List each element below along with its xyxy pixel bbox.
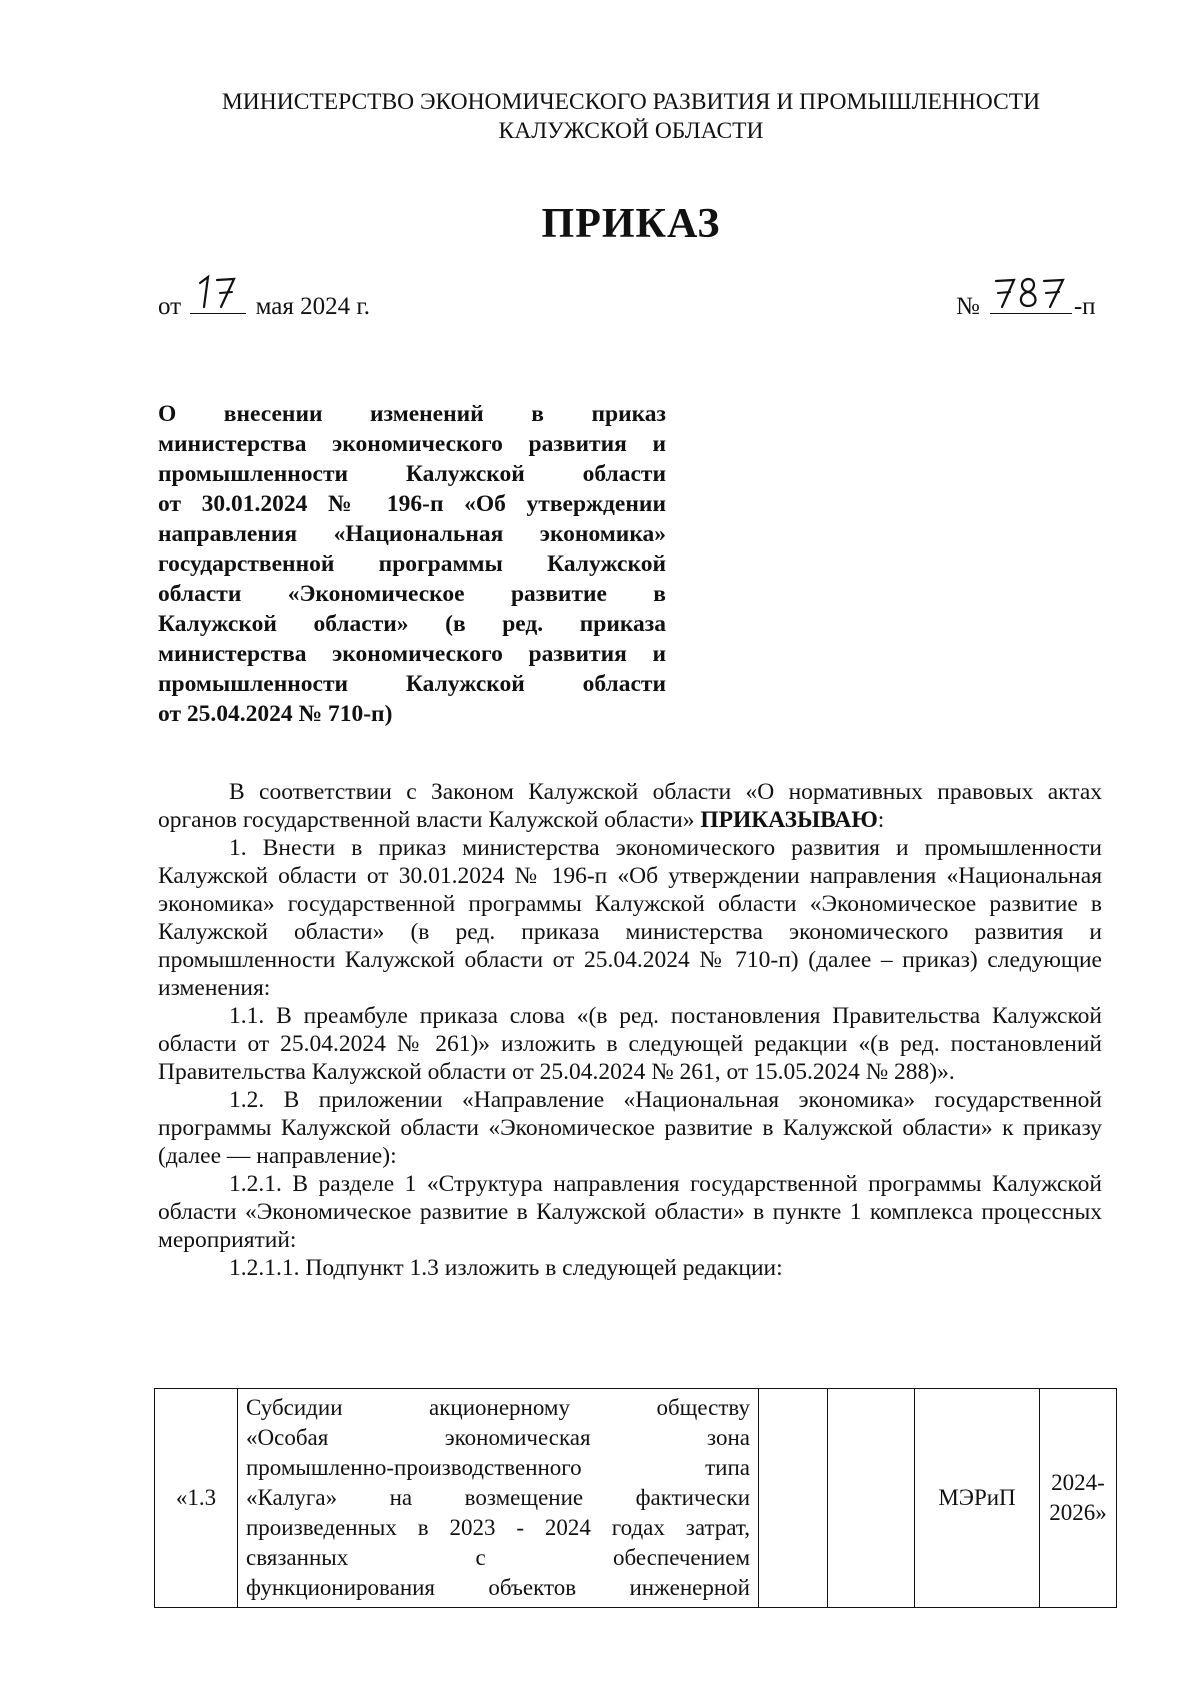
subject-line: министерства экономического развития и	[158, 641, 666, 667]
paragraph-1-2-1: 1.2.1. В разделе 1 «Структура направления государственной программы Калужской области «Экономическое развитие в Калужской области» в пункте 1 комплекса процессных мероприятий:	[158, 1171, 1102, 1253]
subject-line: О внесении изменений в приказ	[158, 401, 666, 427]
paragraph-1-1: 1.1. В преамбуле приказа слова «(в ред. постановления Правительства Калужской области от 25.04.2024 № 261)» изложить в следующей редакции «(в ред. постановлений Правительства Калужской области от 25.04.2024 № 261, от 15.05.2024 № 288)».	[158, 1003, 1102, 1085]
order-body	[158, 778, 1102, 1282]
subject-line: от 25.04.2024 № 710-п)	[158, 701, 393, 727]
subject-line: области «Экономическое развитие в	[158, 581, 666, 607]
amendment-table	[154, 1388, 1117, 1608]
description-line: промышленно-производственного типа	[246, 1455, 750, 1480]
intro-end: :	[877, 807, 885, 833]
order-date	[158, 289, 370, 321]
period-start: 2024-	[1051, 1470, 1105, 1495]
ministry-name-line1: МИНИСТЕРСТВО ЭКОНОМИЧЕСКОГО РАЗВИТИЯ И ПРОМЫШЛЕННОСТИ	[221, 89, 1041, 115]
subject-line: министерства экономического развития и	[158, 431, 666, 457]
period-end: 2026»	[1049, 1500, 1107, 1525]
document-title: ПРИКАЗ	[541, 201, 721, 247]
subject-line: государственной программы Калужской	[158, 551, 666, 577]
row-description-cell	[238, 1389, 759, 1608]
ministry-name-line2: КАЛУЖСКОЙ ОБЛАСТИ	[498, 118, 764, 144]
description-line: Субсидии акционерному обществу	[246, 1395, 750, 1420]
table-row	[155, 1389, 1117, 1608]
order-keyword: ПРИКАЗЫВАЮ	[700, 807, 878, 833]
row-number-cell: «1.3	[155, 1389, 238, 1608]
description-line: произведенных в 2023 - 2024 годах затрат,	[246, 1515, 750, 1540]
order-subject	[158, 399, 666, 729]
number-suffix: -п	[1073, 293, 1096, 320]
subject-line: от 30.01.2024 № 196-п «Об утверждении	[158, 491, 666, 517]
paragraph-1-2-1-1: 1.2.1.1. Подпункт 1.3 изложить в следующей редакции:	[229, 1255, 783, 1281]
executor-cell: МЭРиП	[915, 1389, 1040, 1608]
subject-line: Калужской области» (в ред. приказа	[158, 611, 666, 637]
description-line: «Особая экономическая зона	[246, 1425, 750, 1450]
empty-cell	[828, 1389, 915, 1608]
paragraph-1-2: 1.2. В приложении «Направление «Национальная экономика» государственной программы Калужской области «Экономическое развитие в Калужской области» к приказу (далее — направление):	[158, 1087, 1102, 1169]
number-sign: №	[956, 293, 980, 320]
handwritten-day	[190, 289, 246, 314]
description-line: связанных с обеспечением	[246, 1545, 750, 1570]
intro-text: В соответствии с Законом Калужской области «О нормативных правовых актах органов государственной власти Калужской области»	[158, 779, 1102, 833]
intro-paragraph	[158, 778, 1102, 834]
paragraph-1: 1. Внести в приказ министерства экономического развития и промышленности Калужской области от 30.01.2024 № 196-п «Об утверждении направления «Национальная экономика» государственной программы Калужской области «Экономическое развитие в Калужской области» (в ред. приказа министерства экономического развития и промышленности Калужской области от 25.04.2024 № 710-п) (далее – приказ) следующие изменения:	[158, 835, 1102, 1001]
order-number	[956, 289, 1096, 321]
period-cell	[1040, 1389, 1117, 1608]
empty-cell	[759, 1389, 828, 1608]
subject-line: промышленности Калужской области	[158, 671, 666, 697]
handwritten-number	[990, 289, 1072, 314]
ministry-header	[0, 88, 1200, 146]
description-line: «Калуга» на возмещение фактически	[246, 1485, 750, 1510]
subject-line: направления «Национальная экономика»	[158, 521, 666, 547]
subject-line: промышленности Калужской области	[158, 461, 666, 487]
date-suffix: мая 2024 г.	[255, 293, 371, 320]
date-prefix: от	[158, 293, 182, 320]
description-line: функционирования объектов инженерной	[246, 1575, 750, 1600]
